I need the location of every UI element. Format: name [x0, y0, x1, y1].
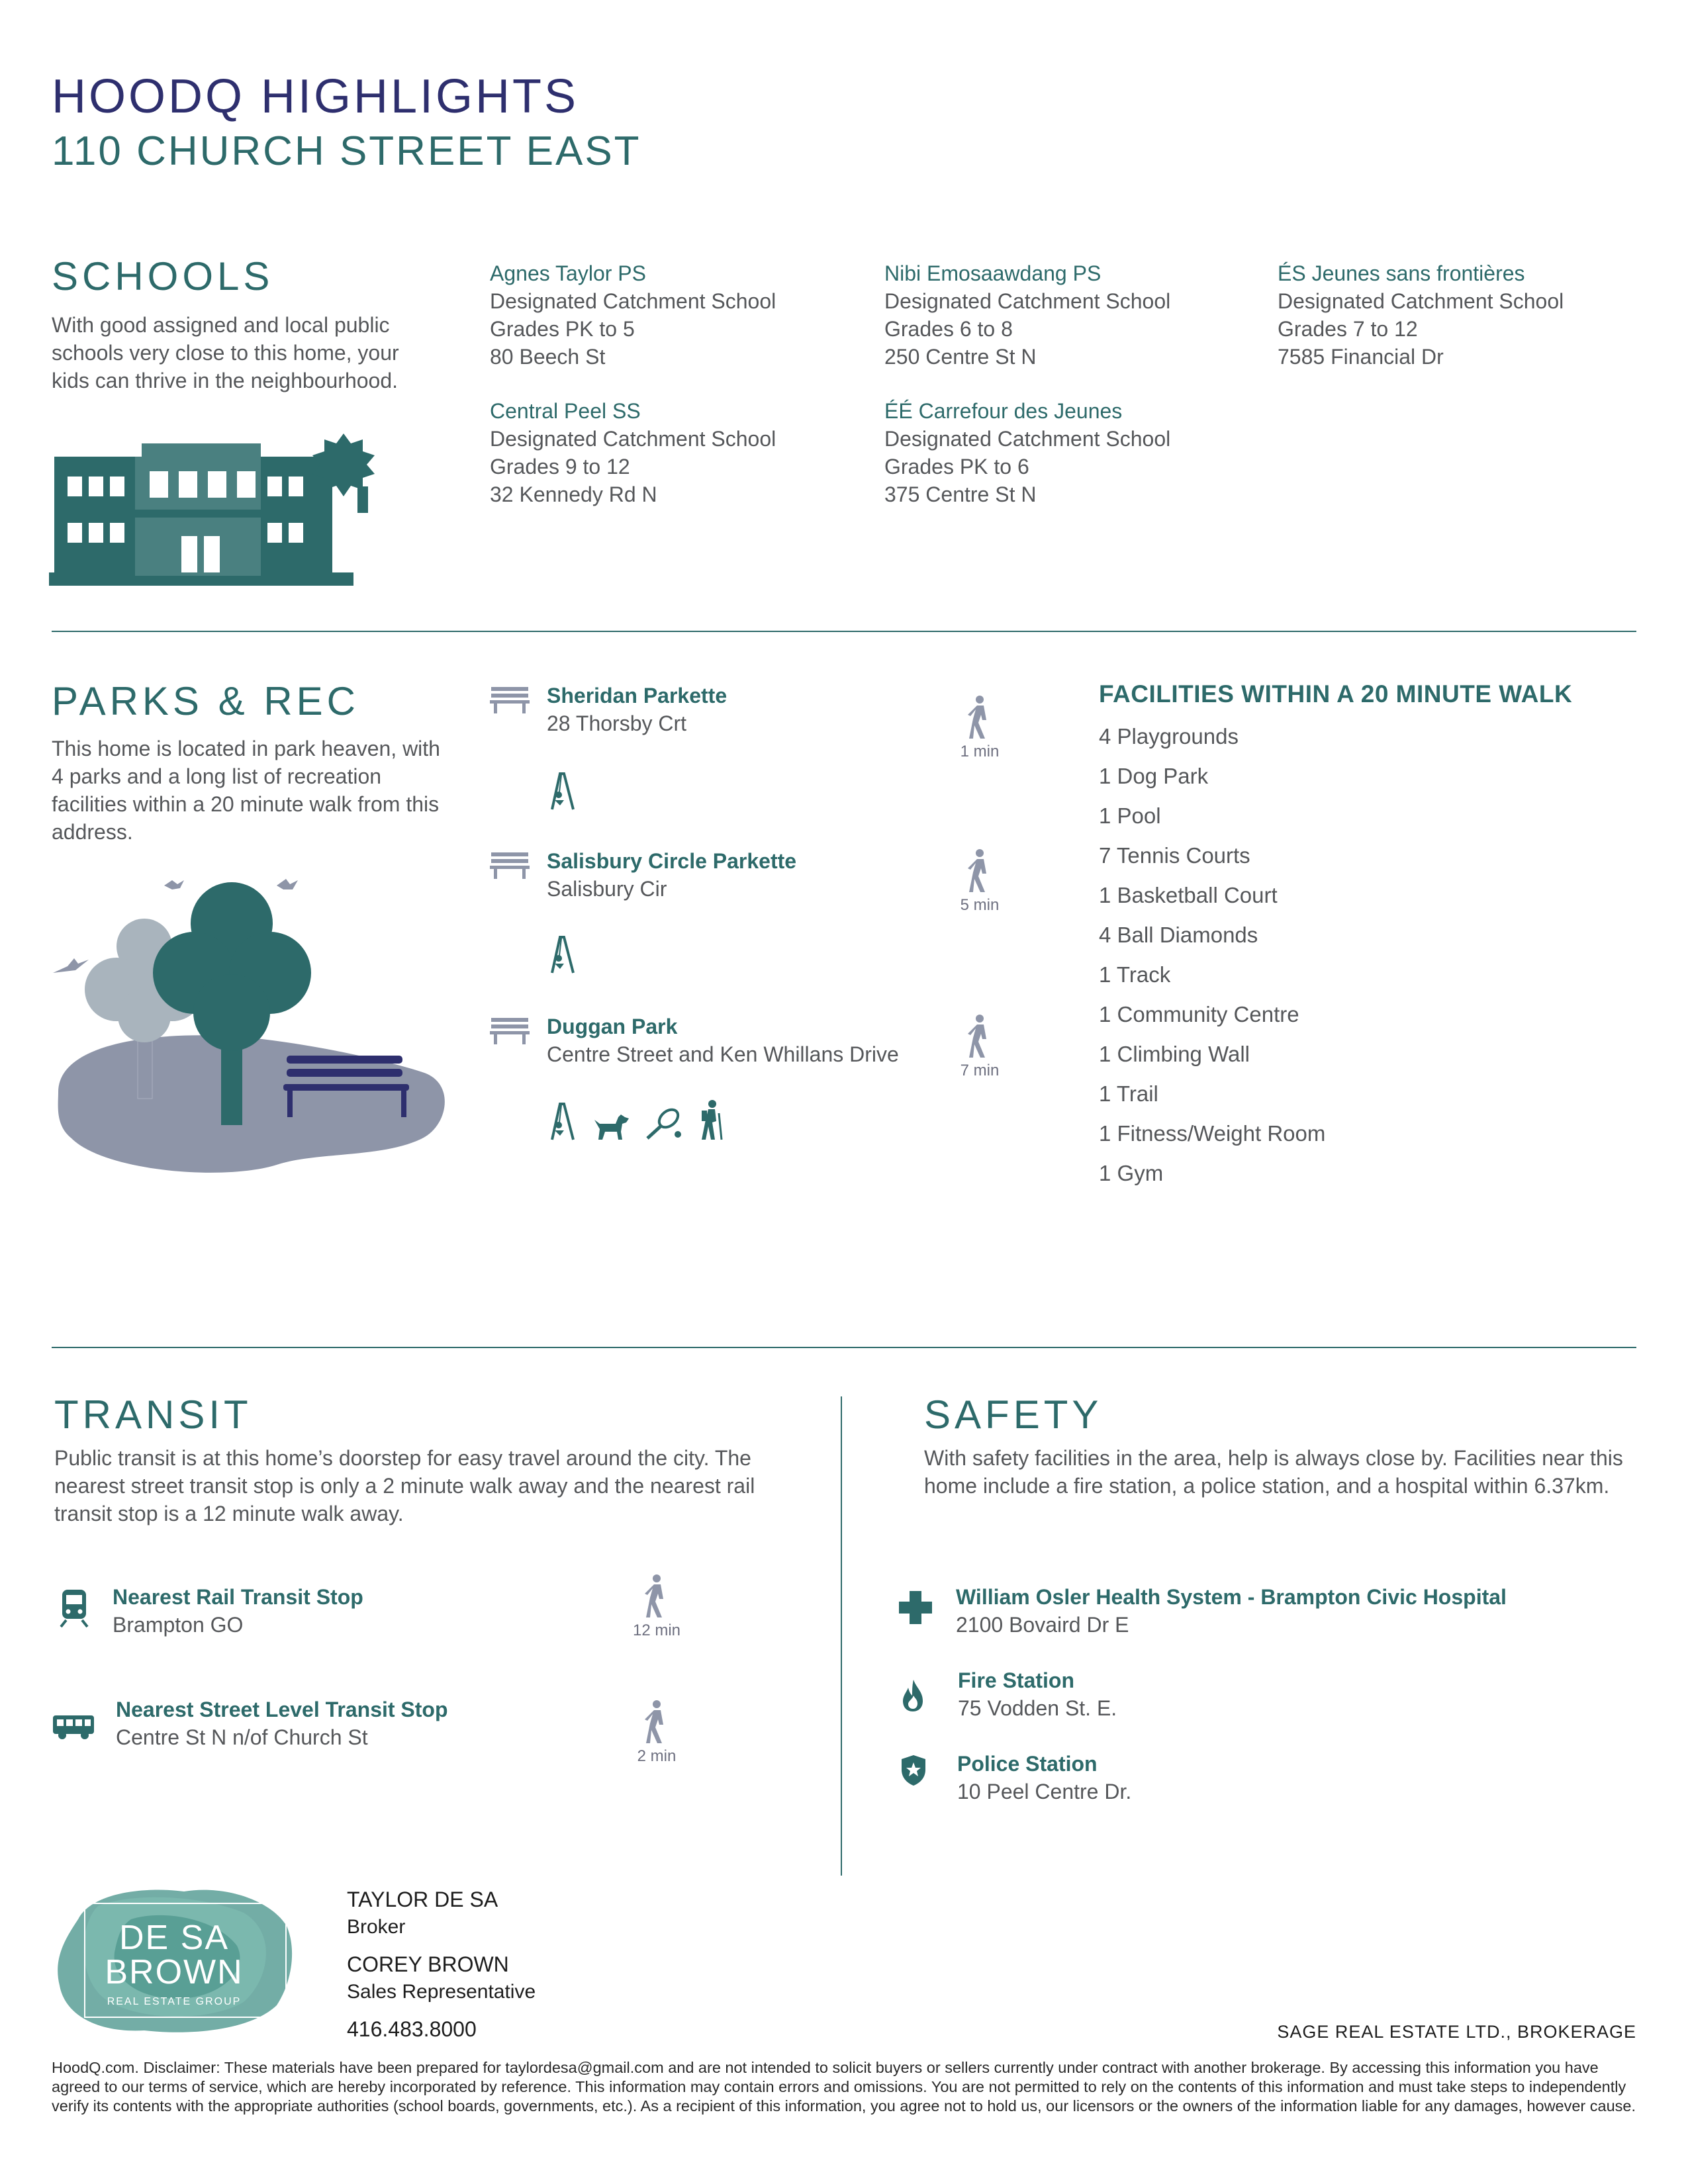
fire-station-address: 75 Vodden St. E.: [958, 1696, 1117, 1720]
police-badge-icon: [900, 1754, 927, 1787]
facility-item: 1 Trail: [1099, 1081, 1158, 1106]
schools-title: SCHOOLS: [52, 254, 274, 298]
parks-description: This home is located in park heaven, with 4 parks and a long list of recreation facilities within a 20 minute walk from this address.: [52, 737, 440, 844]
tennis-icon: [645, 1108, 683, 1141]
dog-park-icon: [592, 1112, 630, 1141]
school-type: Designated Catchment School: [1278, 289, 1564, 313]
walk-time-label: 2 min: [637, 1747, 677, 1765]
facility-item: 4 Ball Diamonds: [1099, 923, 1258, 947]
walk-time-label: 7 min: [960, 1062, 1000, 1079]
page-title: HOODQ HIGHLIGHTS: [52, 70, 579, 123]
facilities-list: [1099, 717, 1325, 1193]
facility-item: 1 Fitness/Weight Room: [1099, 1121, 1326, 1146]
school-grades: Grades 6 to 8: [884, 317, 1013, 341]
hospital-name: William Osler Health System - Brampton Civic Hospital: [956, 1585, 1507, 1609]
logo-line-2: BROWN: [105, 1953, 244, 1991]
property-address: 110 CHURCH STREET EAST: [52, 128, 641, 174]
park-card: [547, 1013, 899, 1068]
facility-item: 1 Community Centre: [1099, 1002, 1299, 1026]
school-address: 250 Centre St N: [884, 345, 1037, 369]
facility-item: 1 Dog Park: [1099, 764, 1209, 788]
school-card: [884, 259, 1170, 371]
facility-item: 4 Playgrounds: [1099, 724, 1239, 749]
school-grades: Grades 7 to 12: [1278, 317, 1418, 341]
bench-icon: [490, 851, 530, 880]
logo-line-1: DE SA: [118, 1919, 230, 1957]
school-grades: Grades PK to 5: [490, 317, 635, 341]
school-card: [1278, 259, 1564, 371]
walk-time: [953, 1014, 1006, 1080]
street-transit-label: Nearest Street Level Transit Stop: [116, 1698, 448, 1721]
walk-time: [953, 848, 1006, 915]
walking-person-icon: [966, 848, 993, 893]
walking-person-icon: [966, 1014, 993, 1059]
walking-person-icon: [643, 1574, 670, 1619]
agent-role: Sales Representative: [347, 1981, 536, 2003]
street-transit-name: Centre St N n/of Church St: [116, 1725, 368, 1749]
school-type: Designated Catchment School: [884, 289, 1171, 313]
facility-item: 1 Pool: [1099, 803, 1161, 828]
school-address: 80 Beech St: [490, 345, 606, 369]
walking-person-icon: [643, 1700, 670, 1745]
school-card: [490, 397, 776, 508]
safety-title: SAFETY: [924, 1392, 1103, 1437]
park-amenity-icons: [547, 1100, 724, 1141]
facility-item: 1 Track: [1099, 962, 1171, 987]
facility-item: 1 Climbing Wall: [1099, 1042, 1250, 1066]
train-icon: [58, 1588, 90, 1628]
school-address: 32 Kennedy Rd N: [490, 482, 657, 506]
transit-title: TRANSIT: [54, 1392, 252, 1437]
facility-item: 7 Tennis Courts: [1099, 843, 1250, 868]
rail-transit-name: Brampton GO: [113, 1613, 244, 1637]
agent-role: Broker: [347, 1916, 406, 1938]
facility-item: 1 Basketball Court: [1099, 883, 1278, 907]
hospital-card: [956, 1583, 1507, 1639]
walk-time: [630, 1700, 683, 1766]
bus-icon: [52, 1714, 95, 1741]
walk-time: [629, 1574, 684, 1640]
walk-time-label: 1 min: [960, 743, 1000, 760]
playground-icon: [547, 771, 577, 811]
school-card: [490, 259, 776, 371]
schools-description: With good assigned and local public schools very close to this home, your kids can thrive in the neighbourhood.: [52, 313, 399, 392]
walking-person-icon: [966, 695, 993, 740]
brand-logo: [52, 1880, 297, 2038]
park-address: 28 Thorsby Crt: [547, 711, 687, 735]
logo-line-3: REAL ESTATE GROUP: [107, 1996, 242, 2007]
school-name: Central Peel SS: [490, 399, 641, 423]
school-name: Nibi Emosaawdang PS: [884, 261, 1102, 285]
school-card: [884, 397, 1170, 508]
police-station-card: [957, 1750, 1131, 1805]
fire-icon: [902, 1678, 924, 1713]
park-address: Centre Street and Ken Whillans Drive: [547, 1042, 899, 1066]
hospital-address: 2100 Bovaird Dr E: [956, 1613, 1129, 1637]
bench-icon: [490, 686, 530, 715]
transit-description: Public transit is at this home’s doorstep for easy travel around the city. The nearest street transit stop is only a 2 minute walk away and the nearest rail transit stop is a 12 minute walk away.: [54, 1446, 755, 1525]
fire-station-card: [958, 1666, 1117, 1722]
school-type: Designated Catchment School: [490, 289, 776, 313]
facilities-title: FACILITIES WITHIN A 20 MINUTE WALK: [1099, 680, 1573, 707]
school-grades: Grades 9 to 12: [490, 455, 630, 478]
park-name: Sheridan Parkette: [547, 684, 727, 707]
park-card: [547, 847, 796, 903]
agent-name: TAYLOR DE SA: [347, 1888, 498, 1911]
school-name: ÉS Jeunes sans frontières: [1278, 261, 1525, 285]
school-grades: Grades PK to 6: [884, 455, 1029, 478]
fire-station-name: Fire Station: [958, 1668, 1075, 1692]
police-station-address: 10 Peel Centre Dr.: [957, 1780, 1132, 1803]
park-name: Salisbury Circle Parkette: [547, 849, 797, 873]
rail-transit-label: Nearest Rail Transit Stop: [113, 1585, 363, 1609]
agent-name: COREY BROWN: [347, 1952, 509, 1976]
police-station-name: Police Station: [957, 1752, 1098, 1776]
park-address: Salisbury Cir: [547, 877, 667, 901]
playground-icon: [547, 1101, 577, 1141]
section-divider: [52, 631, 1636, 632]
section-divider: [52, 1347, 1636, 1348]
brokerage-name: SAGE REAL ESTATE LTD., BROKERAGE: [1277, 2022, 1636, 2042]
column-divider: [841, 1396, 842, 1876]
school-building-icon: [49, 424, 380, 589]
safety-description: With safety facilities in the area, help is always close by. Facilities near this home include a fire station, a police station, and a hospital within 6.37km.: [924, 1446, 1623, 1498]
phone-number: 416.483.8000: [347, 2017, 477, 2041]
rail-transit-stop: [113, 1583, 363, 1639]
park-card: [547, 682, 727, 737]
disclaimer: HoodQ.com. Disclaimer: These materials have been prepared for taylordesa@gmail.com and are not intended to solicit buyers or sellers currently under contract with another brokerage. By accessing this information you have agreed to our terms of service, which are hereby incorporated by reference. This information may contain errors and omissions. You are not permitted to rely on the contents of this information and must take steps to independently verify its contents with the appropriate authorities (school boards, governments, etc.). As a recipient of this information, you agree not to hold us, our licensors or the owners of the information liable for any damages, however cause.: [52, 2059, 1636, 2115]
school-type: Designated Catchment School: [490, 427, 776, 451]
hiking-icon: [698, 1100, 724, 1141]
park-illustration-icon: [52, 874, 449, 1185]
parks-title: PARKS & REC: [52, 679, 359, 723]
park-name: Duggan Park: [547, 1015, 678, 1038]
school-address: 7585 Financial Dr: [1278, 345, 1444, 369]
walk-time-label: 12 min: [632, 1621, 681, 1639]
hospital-cross-icon: [898, 1590, 933, 1625]
bench-icon: [490, 1017, 530, 1046]
playground-icon: [547, 934, 577, 974]
school-name: Agnes Taylor PS: [490, 261, 646, 285]
street-transit-stop: [116, 1696, 448, 1751]
school-type: Designated Catchment School: [884, 427, 1171, 451]
school-name: ÉÉ Carrefour des Jeunes: [884, 399, 1123, 423]
walk-time: [953, 695, 1006, 761]
facility-item: 1 Gym: [1099, 1161, 1164, 1185]
walk-time-label: 5 min: [960, 896, 1000, 914]
school-address: 375 Centre St N: [884, 482, 1037, 506]
